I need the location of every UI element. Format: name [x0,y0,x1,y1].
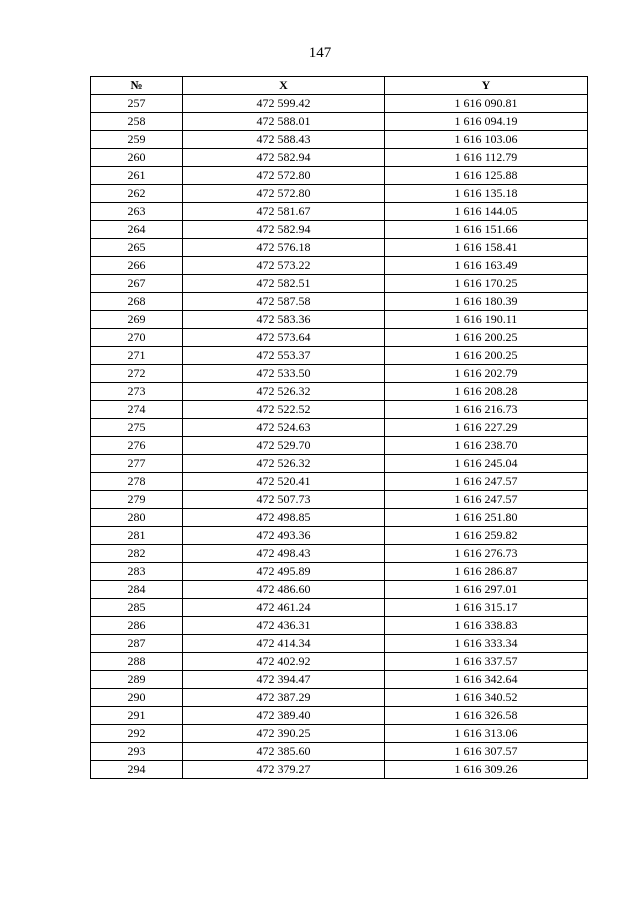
cell-x: 472 581.67 [183,203,385,221]
table-row [91,419,588,437]
table-row [91,761,588,779]
cell-y: 1 616 103.06 [385,131,588,149]
cell-x: 472 526.32 [183,455,385,473]
table-row [91,635,588,653]
cell-x: 472 526.32 [183,383,385,401]
cell-number: 273 [91,383,183,401]
cell-x: 472 572.80 [183,185,385,203]
cell-y: 1 616 135.18 [385,185,588,203]
table-row [91,329,588,347]
cell-number: 277 [91,455,183,473]
cell-y: 1 616 326.58 [385,707,588,725]
cell-x: 472 587.58 [183,293,385,311]
cell-x: 472 573.64 [183,329,385,347]
table-row [91,545,588,563]
table-row [91,131,588,149]
cell-x: 472 389.40 [183,707,385,725]
cell-y: 1 616 238.70 [385,437,588,455]
cell-x: 472 533.50 [183,365,385,383]
cell-x: 472 379.27 [183,761,385,779]
cell-number: 286 [91,617,183,635]
cell-x: 472 385.60 [183,743,385,761]
cell-number: 266 [91,257,183,275]
cell-x: 472 493.36 [183,527,385,545]
cell-number: 276 [91,437,183,455]
cell-y: 1 616 190.11 [385,311,588,329]
table-row [91,509,588,527]
cell-y: 1 616 216.73 [385,401,588,419]
cell-y: 1 616 276.73 [385,545,588,563]
cell-y: 1 616 247.57 [385,491,588,509]
cell-number: 288 [91,653,183,671]
cell-number: 291 [91,707,183,725]
cell-number: 263 [91,203,183,221]
table-row [91,563,588,581]
table-body [91,95,588,779]
cell-number: 292 [91,725,183,743]
cell-number: 274 [91,401,183,419]
table-row [91,293,588,311]
cell-x: 472 588.43 [183,131,385,149]
cell-number: 290 [91,689,183,707]
cell-number: 284 [91,581,183,599]
cell-y: 1 616 094.19 [385,113,588,131]
cell-x: 472 582.51 [183,275,385,293]
cell-y: 1 616 309.26 [385,761,588,779]
table-row [91,689,588,707]
cell-y: 1 616 251.80 [385,509,588,527]
cell-number: 293 [91,743,183,761]
table-row [91,365,588,383]
cell-number: 265 [91,239,183,257]
cell-y: 1 616 338.83 [385,617,588,635]
cell-y: 1 616 151.66 [385,221,588,239]
table-row [91,221,588,239]
cell-x: 472 599.42 [183,95,385,113]
cell-x: 472 461.24 [183,599,385,617]
table-row [91,311,588,329]
table-row [91,239,588,257]
cell-number: 279 [91,491,183,509]
cell-y: 1 616 259.82 [385,527,588,545]
cell-y: 1 616 202.79 [385,365,588,383]
table-row [91,743,588,761]
cell-x: 472 390.25 [183,725,385,743]
header-row [91,77,588,95]
cell-y: 1 616 180.39 [385,293,588,311]
cell-x: 472 572.80 [183,167,385,185]
table-row [91,185,588,203]
cell-y: 1 616 158.41 [385,239,588,257]
header-x: X [183,77,385,95]
cell-number: 270 [91,329,183,347]
cell-y: 1 616 340.52 [385,689,588,707]
cell-y: 1 616 245.04 [385,455,588,473]
table-row [91,527,588,545]
coordinates-table [90,76,588,779]
table-header [91,77,588,95]
cell-y: 1 616 286.87 [385,563,588,581]
cell-number: 278 [91,473,183,491]
cell-y: 1 616 342.64 [385,671,588,689]
cell-y: 1 616 208.28 [385,383,588,401]
cell-x: 472 486.60 [183,581,385,599]
cell-x: 472 495.89 [183,563,385,581]
cell-x: 472 394.47 [183,671,385,689]
cell-y: 1 616 315.17 [385,599,588,617]
cell-x: 472 583.36 [183,311,385,329]
table-row [91,653,588,671]
cell-y: 1 616 227.29 [385,419,588,437]
table-row [91,473,588,491]
table-row [91,617,588,635]
cell-x: 472 436.31 [183,617,385,635]
table-row [91,599,588,617]
cell-x: 472 524.63 [183,419,385,437]
cell-number: 294 [91,761,183,779]
table-row [91,113,588,131]
cell-number: 262 [91,185,183,203]
table-row [91,581,588,599]
cell-y: 1 616 313.06 [385,725,588,743]
cell-x: 472 529.70 [183,437,385,455]
table-row [91,707,588,725]
table-row [91,455,588,473]
cell-x: 472 576.18 [183,239,385,257]
cell-number: 289 [91,671,183,689]
cell-y: 1 616 247.57 [385,473,588,491]
cell-number: 271 [91,347,183,365]
cell-number: 280 [91,509,183,527]
cell-y: 1 616 297.01 [385,581,588,599]
table-row [91,383,588,401]
table-row [91,347,588,365]
cell-y: 1 616 200.25 [385,347,588,365]
cell-y: 1 616 307.57 [385,743,588,761]
cell-x: 472 402.92 [183,653,385,671]
table-row [91,203,588,221]
cell-x: 472 588.01 [183,113,385,131]
table-row [91,167,588,185]
cell-number: 258 [91,113,183,131]
cell-number: 257 [91,95,183,113]
cell-number: 283 [91,563,183,581]
header-number: № [91,77,183,95]
cell-number: 259 [91,131,183,149]
cell-y: 1 616 112.79 [385,149,588,167]
cell-number: 269 [91,311,183,329]
cell-y: 1 616 125.88 [385,167,588,185]
cell-y: 1 616 200.25 [385,329,588,347]
cell-x: 472 498.43 [183,545,385,563]
cell-y: 1 616 090.81 [385,95,588,113]
cell-x: 472 582.94 [183,149,385,167]
cell-x: 472 553.37 [183,347,385,365]
cell-number: 260 [91,149,183,167]
cell-x: 472 582.94 [183,221,385,239]
cell-x: 472 520.41 [183,473,385,491]
cell-number: 285 [91,599,183,617]
cell-number: 275 [91,419,183,437]
cell-number: 281 [91,527,183,545]
cell-y: 1 616 333.34 [385,635,588,653]
table-row [91,95,588,113]
cell-y: 1 616 163.49 [385,257,588,275]
table-row [91,437,588,455]
cell-number: 272 [91,365,183,383]
table-row [91,671,588,689]
cell-number: 282 [91,545,183,563]
cell-number: 264 [91,221,183,239]
cell-y: 1 616 337.57 [385,653,588,671]
cell-x: 472 522.52 [183,401,385,419]
table-row [91,257,588,275]
cell-y: 1 616 144.05 [385,203,588,221]
cell-x: 472 573.22 [183,257,385,275]
header-y: Y [385,77,588,95]
page-number: 147 [308,45,332,61]
table-row [91,275,588,293]
cell-x: 472 414.34 [183,635,385,653]
cell-number: 267 [91,275,183,293]
cell-x: 472 507.73 [183,491,385,509]
cell-number: 261 [91,167,183,185]
table-row [91,401,588,419]
table-row [91,491,588,509]
table-row [91,149,588,167]
cell-x: 472 387.29 [183,689,385,707]
table-row [91,725,588,743]
cell-y: 1 616 170.25 [385,275,588,293]
cell-x: 472 498.85 [183,509,385,527]
cell-number: 268 [91,293,183,311]
cell-number: 287 [91,635,183,653]
